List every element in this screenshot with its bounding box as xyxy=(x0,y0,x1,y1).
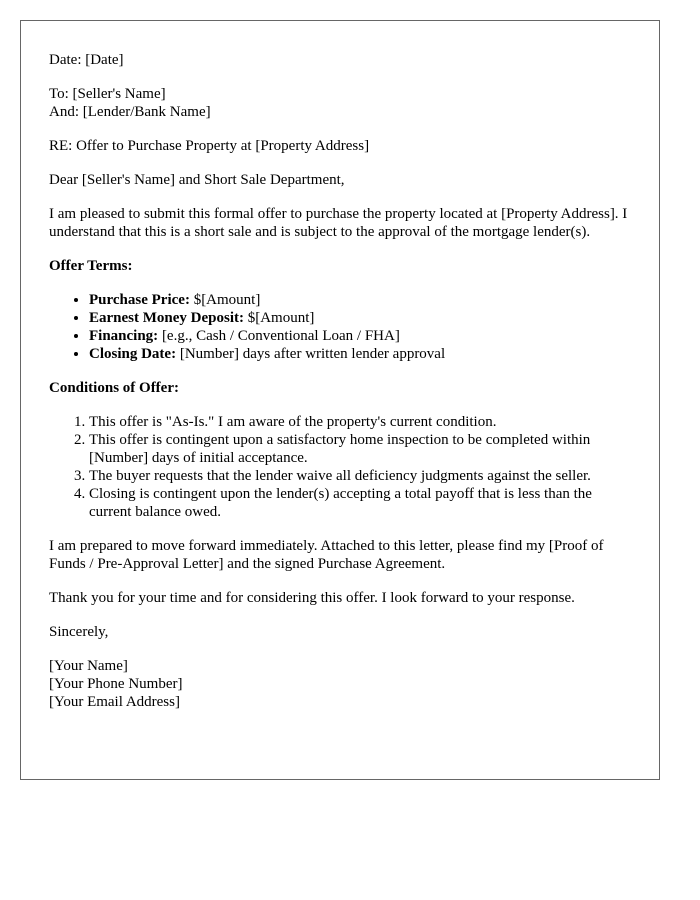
offer-term-value: $[Amount] xyxy=(189,292,261,308)
closing-paragraph: I am prepared to move forward immediately. Attached to this letter, please find my [Proof of Funds / Pre-Approval Letter] and the signed Purchase Agreement. xyxy=(49,538,604,572)
signature-phone: [Your Phone Number] xyxy=(49,676,183,692)
condition-item: 2. This offer is contingent upon a satisfactory home inspection to be completed within [Number] days of initial acceptance. xyxy=(89,431,631,467)
to-line: To: [Seller's Name] xyxy=(49,86,166,102)
conditions-heading-text: Conditions of Offer: xyxy=(49,380,179,396)
thanks-paragraph: Thank you for your time and for considering this offer. I look forward to your response. xyxy=(49,590,575,606)
signature-block xyxy=(49,657,631,711)
date-line: Date: [Date] xyxy=(49,52,124,68)
subject-line: RE: Offer to Purchase Property at [Property Address] xyxy=(49,138,370,154)
offer-term-value: $[Amount] xyxy=(243,310,315,326)
offer-term-label: Financing: xyxy=(89,328,159,344)
offer-term-closing-date xyxy=(89,345,631,363)
condition-item: 3. The buyer requests that the lender waive all deficiency judgments against the seller. xyxy=(89,467,631,485)
offer-term-label: Purchase Price: xyxy=(89,292,190,308)
offer-term-label: Closing Date: xyxy=(89,346,177,362)
offer-term-value: [e.g., Cash / Conventional Loan / FHA] xyxy=(158,328,400,344)
conditions-list xyxy=(49,413,631,521)
condition-item: 1. This offer is "As-Is." I am aware of the property's current condition. xyxy=(89,413,631,431)
offer-term-value: [Number] days after written lender approval xyxy=(176,346,446,362)
offer-terms-heading-text: Offer Terms: xyxy=(49,258,133,274)
signature-name: [Your Name] xyxy=(49,658,128,674)
condition-item: 4. Closing is contingent upon the lender(s) accepting a total payoff that is less than the current balance owed. xyxy=(89,485,631,521)
recipient-block xyxy=(49,85,631,121)
offer-terms-list xyxy=(49,291,631,363)
salutation: Dear [Seller's Name] and Short Sale Department, xyxy=(49,172,345,188)
conditions-heading xyxy=(49,379,631,397)
offer-term-purchase-price xyxy=(89,291,631,309)
signature-email: [Your Email Address] xyxy=(49,694,180,710)
and-line: And: [Lender/Bank Name] xyxy=(49,104,211,120)
letter-document xyxy=(20,20,660,780)
offer-term-label: Earnest Money Deposit: xyxy=(89,310,244,326)
offer-terms-heading xyxy=(49,257,631,275)
offer-term-financing xyxy=(89,327,631,345)
intro-paragraph: I am pleased to submit this formal offer to purchase the property located at [Property Address]. I understand that this is a short sale and is subject to the approval of the mortgage lender(s). xyxy=(49,206,628,240)
signoff: Sincerely, xyxy=(49,624,109,640)
offer-term-earnest-money xyxy=(89,309,631,327)
